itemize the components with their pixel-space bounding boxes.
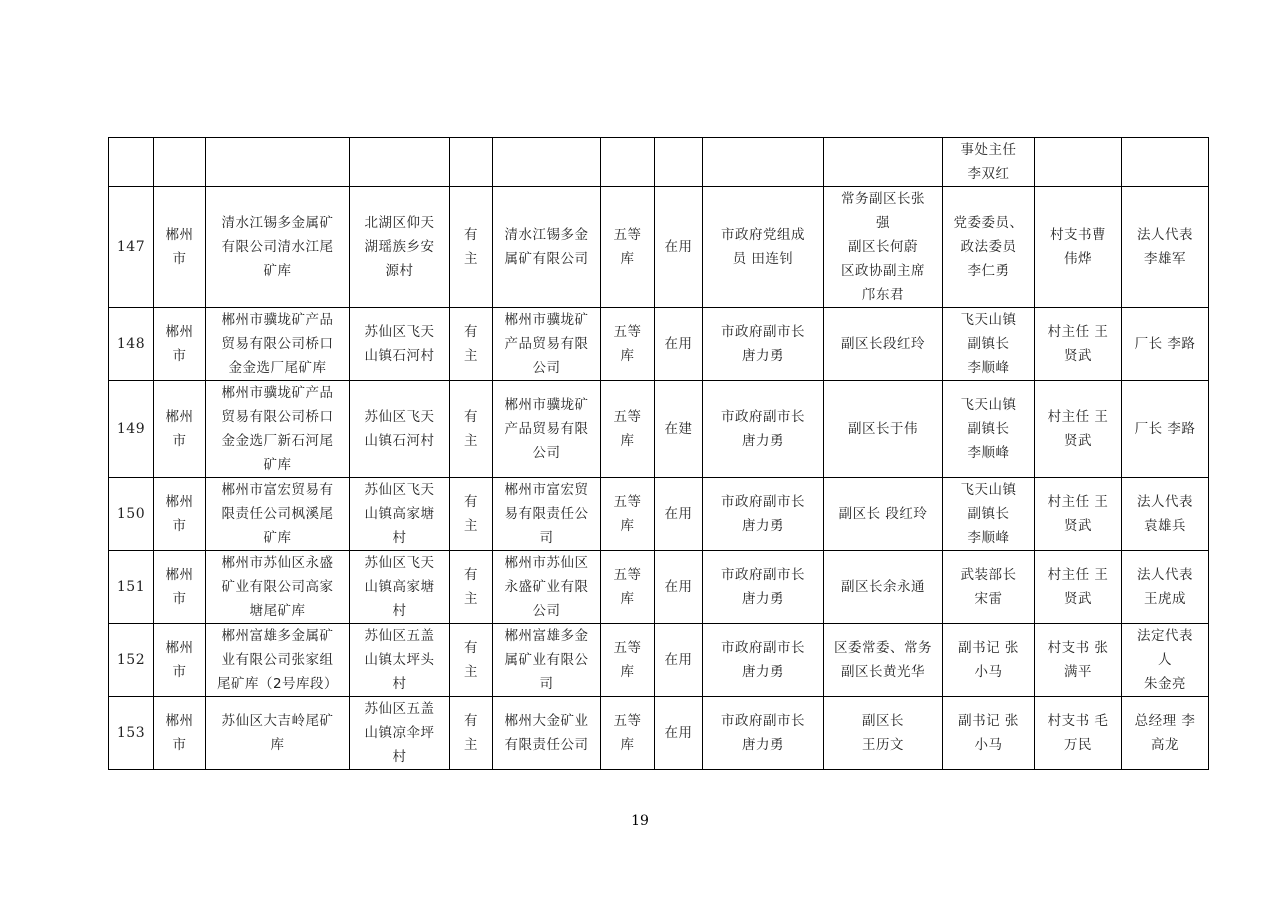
cell-owner-status: 有 主 [450, 551, 493, 624]
cell-dam-grade: 五等 库 [601, 478, 655, 551]
table-row [109, 624, 1209, 697]
cell-tailings-dam-name: 郴州市骥垅矿产品 贸易有限公司桥口 金金选厂尾矿库 [206, 308, 350, 381]
cell-city: 郴州 市 [154, 697, 206, 770]
cell-township-level-responsible: 党委委员、 政法委员 李仁勇 [943, 187, 1035, 308]
cell-usage-status: 在用 [655, 697, 703, 770]
cell-county-level-responsible [824, 138, 943, 187]
table-row [109, 138, 1209, 187]
cell-township-level-responsible: 武装部长 宋雷 [943, 551, 1035, 624]
cell-tailings-dam-name: 苏仙区大吉岭尾矿 库 [206, 697, 350, 770]
table-row [109, 381, 1209, 478]
cell-village-level-responsible: 村主任 王 贤武 [1035, 478, 1122, 551]
cell-tailings-dam-name [206, 138, 350, 187]
cell-city: 郴州 市 [154, 187, 206, 308]
cell-tailings-dam-name: 郴州富雄多金属矿 业有限公司张家组 尾矿库（2号库段） [206, 624, 350, 697]
cell-city-level-responsible: 市政府党组成 员 田连钊 [703, 187, 824, 308]
cell-owner-status: 有 主 [450, 478, 493, 551]
cell-usage-status [655, 138, 703, 187]
table-row [109, 308, 1209, 381]
cell-enterprise: 郴州大金矿业 有限责任公司 [493, 697, 601, 770]
cell-township-level-responsible: 飞天山镇 副镇长 李顺峰 [943, 381, 1035, 478]
cell-county-level-responsible: 副区长余永通 [824, 551, 943, 624]
cell-owner-status: 有 主 [450, 187, 493, 308]
cell-village-level-responsible: 村主任 王 贤武 [1035, 551, 1122, 624]
cell-county-level-responsible: 区委常委、常务 副区长黄光华 [824, 624, 943, 697]
cell-location: 苏仙区飞天 山镇高家塘 村 [350, 478, 450, 551]
cell-enterprise [493, 138, 601, 187]
cell-village-level-responsible: 村支书曹 伟烨 [1035, 187, 1122, 308]
cell-row-number: 147 [109, 187, 154, 308]
cell-enterprise: 郴州市骥垅矿 产品贸易有限 公司 [493, 308, 601, 381]
cell-enterprise-responsible: 厂长 李路 [1122, 381, 1209, 478]
cell-city: 郴州 市 [154, 381, 206, 478]
cell-enterprise-responsible: 法人代表 王虎成 [1122, 551, 1209, 624]
cell-row-number: 148 [109, 308, 154, 381]
cell-owner-status: 有 主 [450, 308, 493, 381]
cell-village-level-responsible: 村支书 毛 万民 [1035, 697, 1122, 770]
cell-enterprise: 郴州富雄多金 属矿业有限公 司 [493, 624, 601, 697]
table-row [109, 551, 1209, 624]
cell-township-level-responsible: 飞天山镇 副镇长 李顺峰 [943, 478, 1035, 551]
cell-county-level-responsible: 副区长 段红玲 [824, 478, 943, 551]
cell-usage-status: 在建 [655, 381, 703, 478]
cell-enterprise-responsible: 厂长 李路 [1122, 308, 1209, 381]
cell-enterprise-responsible [1122, 138, 1209, 187]
cell-enterprise-responsible: 总经理 李 高龙 [1122, 697, 1209, 770]
cell-row-number: 150 [109, 478, 154, 551]
cell-city [154, 138, 206, 187]
cell-village-level-responsible: 村主任 王 贤武 [1035, 308, 1122, 381]
cell-city: 郴州 市 [154, 308, 206, 381]
cell-dam-grade: 五等 库 [601, 308, 655, 381]
cell-city: 郴州 市 [154, 624, 206, 697]
cell-county-level-responsible: 副区长段红玲 [824, 308, 943, 381]
cell-enterprise: 郴州市骥垅矿 产品贸易有限 公司 [493, 381, 601, 478]
cell-location: 苏仙区飞天 山镇石河村 [350, 381, 450, 478]
cell-township-level-responsible: 副书记 张 小马 [943, 624, 1035, 697]
cell-row-number: 153 [109, 697, 154, 770]
cell-city-level-responsible: 市政府副市长 唐力勇 [703, 381, 824, 478]
cell-row-number [109, 138, 154, 187]
table-row [109, 697, 1209, 770]
cell-dam-grade: 五等 库 [601, 697, 655, 770]
cell-tailings-dam-name: 郴州市骥垅矿产品 贸易有限公司桥口 金金选厂新石河尾 矿库 [206, 381, 350, 478]
cell-township-level-responsible: 事处主任 李双红 [943, 138, 1035, 187]
table-body [109, 138, 1209, 770]
table-row [109, 478, 1209, 551]
cell-city-level-responsible: 市政府副市长 唐力勇 [703, 624, 824, 697]
cell-city: 郴州 市 [154, 551, 206, 624]
cell-city: 郴州 市 [154, 478, 206, 551]
cell-village-level-responsible [1035, 138, 1122, 187]
cell-county-level-responsible: 常务副区长张 强 副区长何蔚 区政协副主席 邝东君 [824, 187, 943, 308]
cell-county-level-responsible: 副区长 王历文 [824, 697, 943, 770]
cell-dam-grade: 五等 库 [601, 187, 655, 308]
cell-location: 苏仙区飞天 山镇高家塘 村 [350, 551, 450, 624]
cell-village-level-responsible: 村支书 张 满平 [1035, 624, 1122, 697]
page-number: 19 [631, 813, 649, 829]
cell-enterprise-responsible: 法人代表 袁雄兵 [1122, 478, 1209, 551]
cell-row-number: 149 [109, 381, 154, 478]
cell-row-number: 151 [109, 551, 154, 624]
cell-owner-status: 有 主 [450, 381, 493, 478]
cell-row-number: 152 [109, 624, 154, 697]
cell-city-level-responsible: 市政府副市长 唐力勇 [703, 551, 824, 624]
cell-township-level-responsible: 副书记 张 小马 [943, 697, 1035, 770]
cell-owner-status: 有 主 [450, 697, 493, 770]
cell-tailings-dam-name: 郴州市富宏贸易有 限责任公司枫溪尾 矿库 [206, 478, 350, 551]
cell-location: 北湖区仰天 湖瑶族乡安 源村 [350, 187, 450, 308]
cell-tailings-dam-name: 郴州市苏仙区永盛 矿业有限公司高家 塘尾矿库 [206, 551, 350, 624]
cell-city-level-responsible: 市政府副市长 唐力勇 [703, 478, 824, 551]
cell-city-level-responsible: 市政府副市长 唐力勇 [703, 308, 824, 381]
cell-enterprise-responsible: 法定代表 人 朱金亮 [1122, 624, 1209, 697]
cell-owner-status: 有 主 [450, 624, 493, 697]
cell-enterprise: 郴州市富宏贸 易有限责任公 司 [493, 478, 601, 551]
cell-dam-grade: 五等 库 [601, 624, 655, 697]
cell-usage-status: 在用 [655, 478, 703, 551]
cell-dam-grade [601, 138, 655, 187]
cell-owner-status [450, 138, 493, 187]
cell-enterprise: 清水江锡多金 属矿有限公司 [493, 187, 601, 308]
cell-location: 苏仙区飞天 山镇石河村 [350, 308, 450, 381]
cell-usage-status: 在用 [655, 624, 703, 697]
cell-usage-status: 在用 [655, 308, 703, 381]
cell-enterprise-responsible: 法人代表 李雄军 [1122, 187, 1209, 308]
cell-location [350, 138, 450, 187]
cell-usage-status: 在用 [655, 187, 703, 308]
cell-location: 苏仙区五盖 山镇凉伞坪 村 [350, 697, 450, 770]
cell-city-level-responsible: 市政府副市长 唐力勇 [703, 697, 824, 770]
cell-village-level-responsible: 村主任 王 贤武 [1035, 381, 1122, 478]
cell-usage-status: 在用 [655, 551, 703, 624]
tailings-dam-responsibility-table [108, 137, 1209, 770]
table-row [109, 187, 1209, 308]
cell-enterprise: 郴州市苏仙区 永盛矿业有限 公司 [493, 551, 601, 624]
cell-dam-grade: 五等 库 [601, 381, 655, 478]
cell-dam-grade: 五等 库 [601, 551, 655, 624]
cell-location: 苏仙区五盖 山镇太坪头 村 [350, 624, 450, 697]
cell-township-level-responsible: 飞天山镇 副镇长 李顺峰 [943, 308, 1035, 381]
cell-tailings-dam-name: 清水江锡多金属矿 有限公司清水江尾 矿库 [206, 187, 350, 308]
cell-county-level-responsible: 副区长于伟 [824, 381, 943, 478]
cell-city-level-responsible [703, 138, 824, 187]
